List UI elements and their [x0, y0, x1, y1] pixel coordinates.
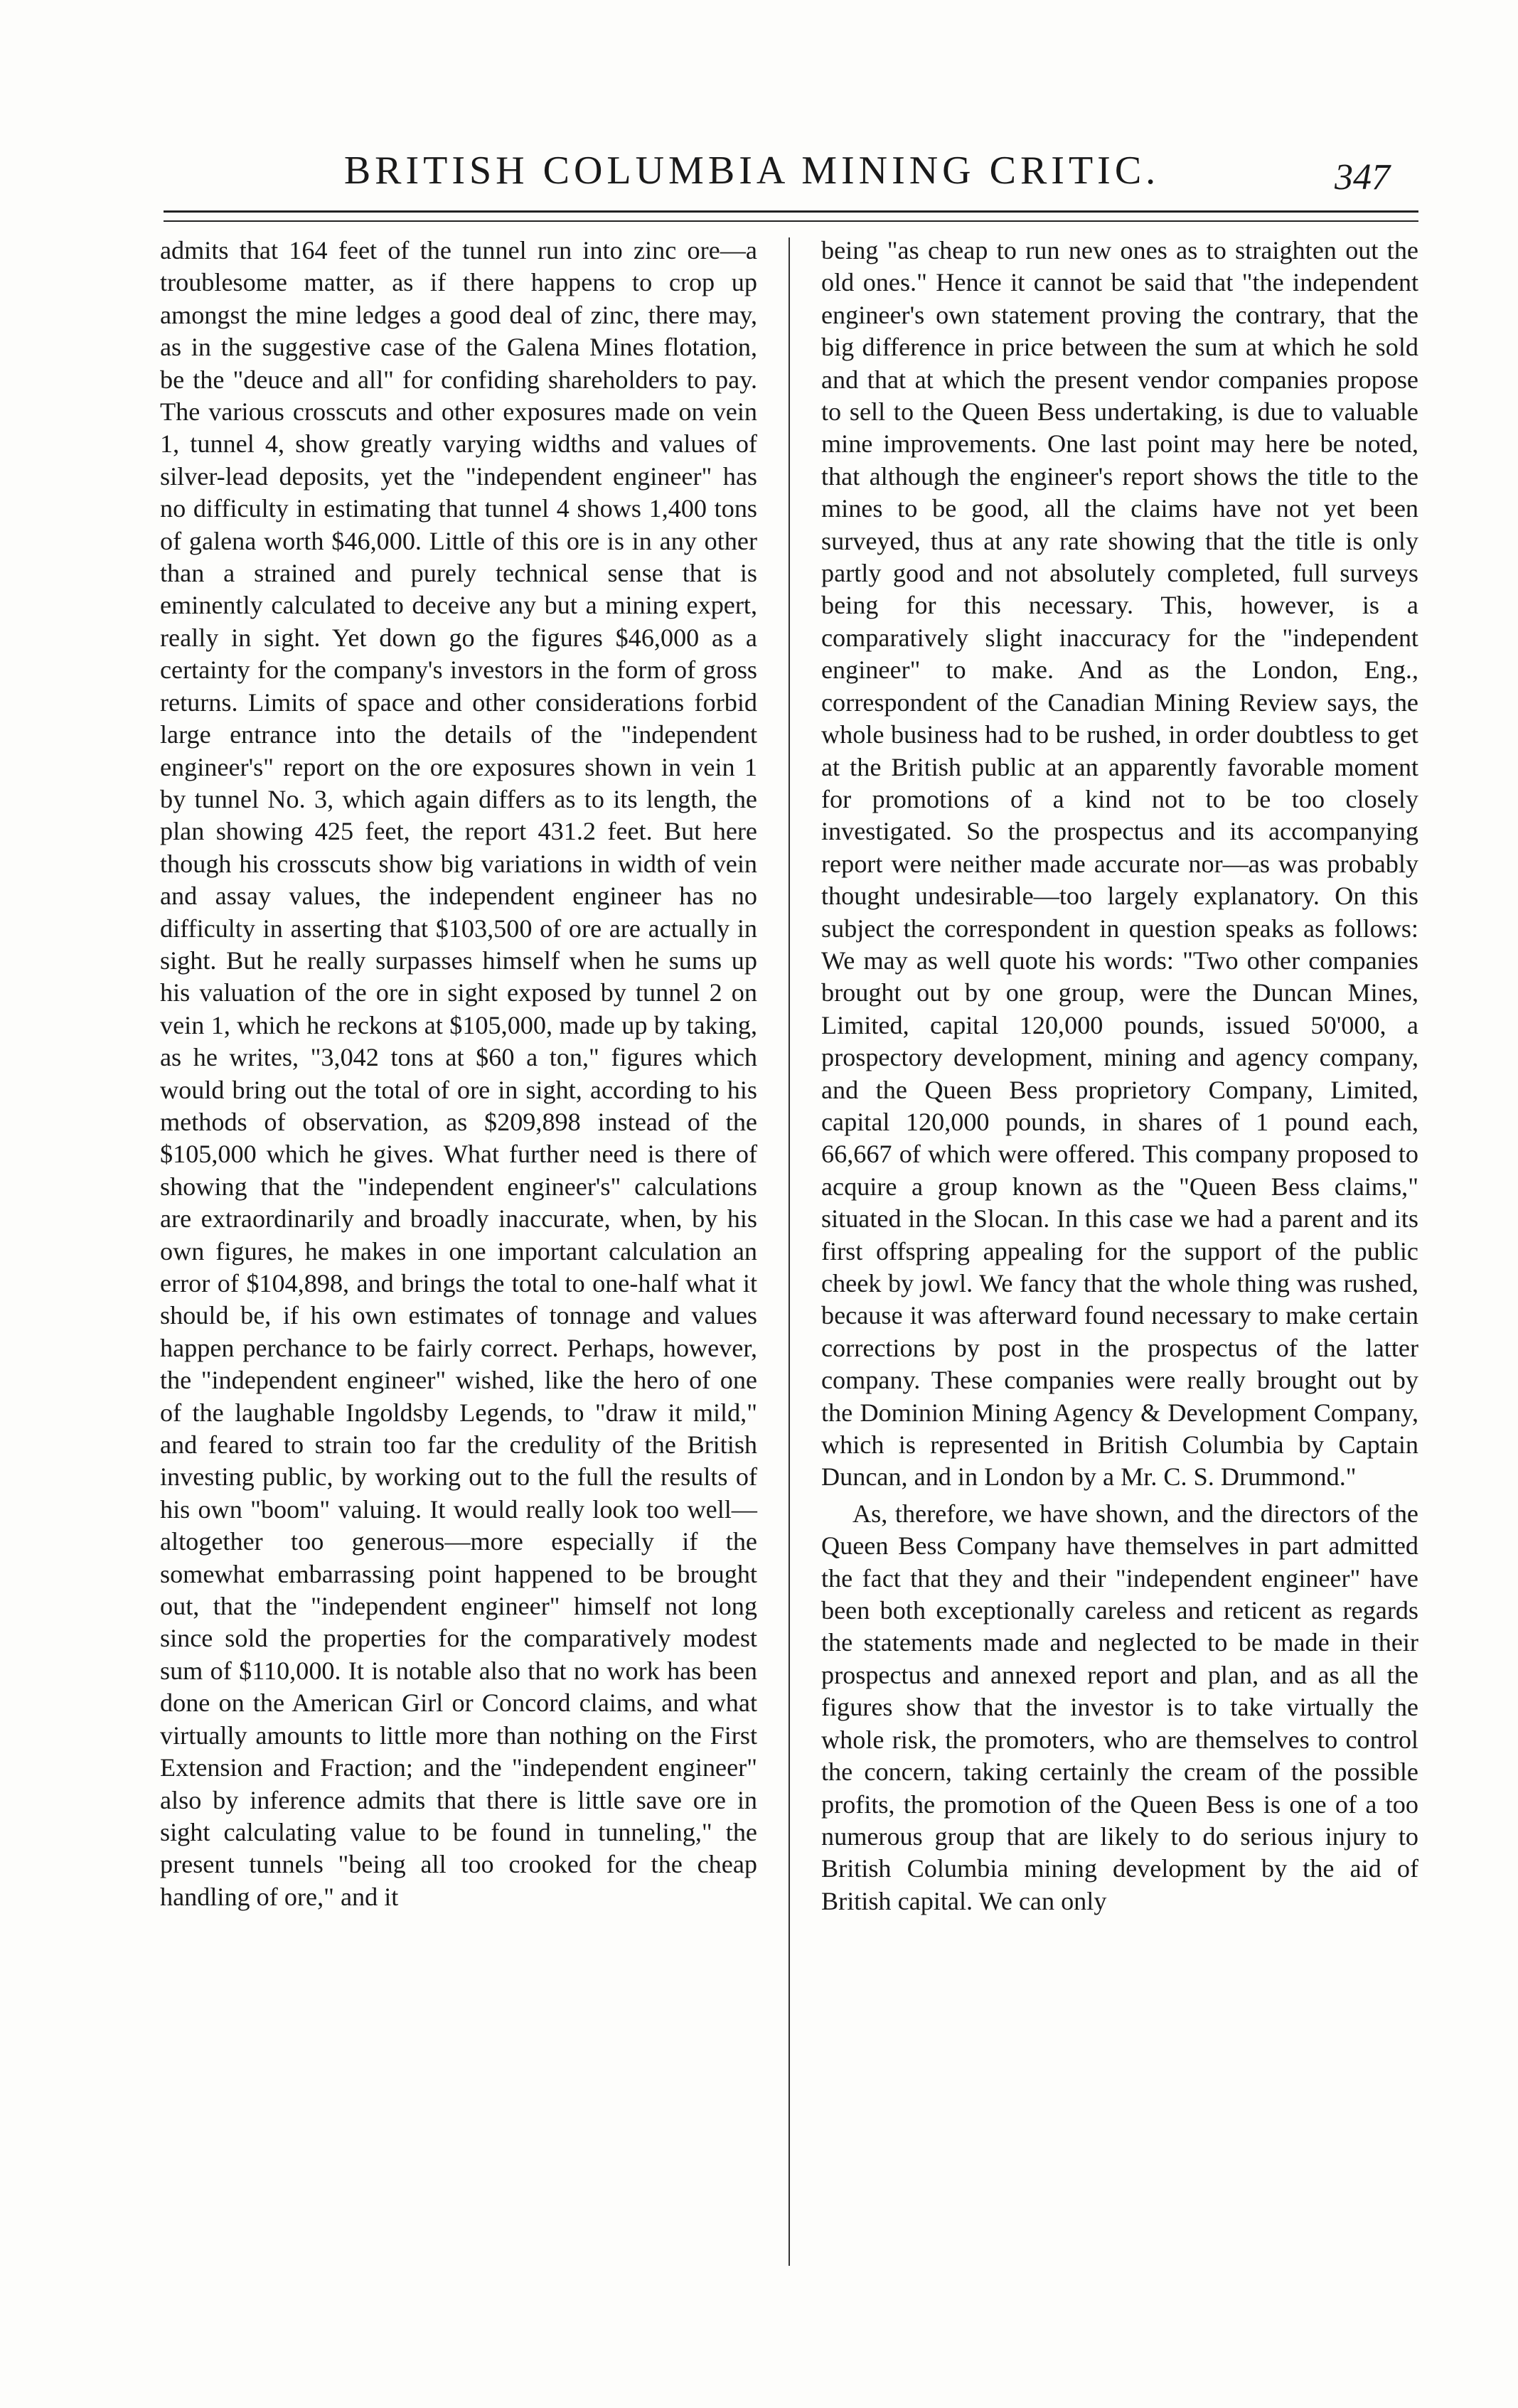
right-column	[821, 235, 1418, 2266]
page-header	[85, 135, 1418, 203]
left-paragraph-1: admits that 164 feet of the tunnel run into zinc ore—a troublesome matter, as if there happens to crop up amongst the mine ledges a good deal of zinc, there may, as in the suggestive case of the Galena Mines flotation, be the "deuce and all" for confiding shareholders to pay. The various crosscuts and other exposures made on vein 1, tunnel 4, show greatly varying widths and values of silver-lead deposits, yet the "independent engineer" has no difficulty in estimating that tunnel 4 shows 1,400 tons of galena worth $46,000. Little of this ore is in any other than a strained and purely technical sense that is eminently calculated to deceive any but a mining expert, really in sight. Yet down go the figures $46,000 as a certainty for the company's investors in the form of gross returns. Limits of space and other considerations forbid large entrance into the details of the "independent engineer's" report on the ore exposures shown in vein 1 by tunnel No. 3, which again differs as to its length, the plan showing 425 feet, the report 431.2 feet. But here though his crosscuts show big variations in width of vein and assay values, the independent engineer has no difficulty in asserting that $103,500 of ore are actually in sight. But he really surpasses himself when he sums up his valuation of the ore in sight exposed by tunnel 2 on vein 1, which he reckons at $105,000, made up by taking, as he writes, "3,042 tons at $60 a ton," figures which would bring out the total of ore in sight, according to his methods of observation, as $209,898 instead of the $105,000 which he gives. What further need is there of showing that the "independent engineer's" calculations are extraordinarily and broadly inaccurate, when, by his own figures, he makes in one important calculation an error of $104,898, and brings the total to one-half what it should be, if his own estimates of tonnage and values happen perchance to be fairly correct. Perhaps, however, the "independent engineer" wished, like the hero of one of the laughable Ingoldsby Legends, to "draw it mild," and feared to strain too far the credulity of the British investing public, by working out to the full the results of his own "boom" valuing. It would really look too well—altogether too generous—more especially if the somewhat embarrassing point happened to be brought out, that the "independent engineer" himself not long since sold the properties for the comparatively modest sum of $110,000. It is notable also that no work has been done on the American Girl or Concord claims, and what virtually amounts to little more than nothing on the First Extension and Fraction; and the "independent engineer" also by inference admits that there is little save ore in sight calculating value to be found in tunneling," the present tunnels "being all too crooked for the cheap handling of ore," and it	[160, 236, 757, 1911]
right-paragraph-2: As, therefore, we have shown, and the directors of the Queen Bess Company have themselves in part admitted the fact that they and their "independent engineer" have been both exceptionally careless and reticent as regards the statements made and neglected to be made in their prospectus and annexed report and plan, and as all the figures show that the investor is to take virtually the whole risk, the promoters, who are themselves to control the concern, taking certainly the cream of the possible profits, the promotion of the Queen Bess is one of a too numerous group that are likely to do serious injury to British Columbia mining development by the aid of British capital. We can only	[821, 1499, 1418, 1915]
page-number: 347	[1335, 157, 1390, 198]
right-paragraph-1: being "as cheap to run new ones as to straighten out the old ones." Hence it cannot be said that "the independent engineer's own statement proving the contrary, that the big difference in price between the sum at which he sold and that at which the present vendor companies propose to sell to the Queen Bess undertaking, is due to valuable mine improvements. One last point may here be noted, that although the engineer's report shows the title to the mines to be good, all the claims have not yet been surveyed, thus at any rate showing that the title is only partly good and not absolutely completed, full surveys being for this necessary. This, however, is a comparatively slight inaccuracy for the "independent engineer" to make. And as the London, Eng., correspondent of the Canadian Mining Review says, the whole business had to be rushed, in order doubtless to get at the British public at an apparently favorable moment for promotions of a kind not to be too closely investigated. So the prospectus and its accompanying report were neither made accurate nor—as was probably thought undesirable—too largely explanatory. On this subject the correspondent in question speaks as follows: We may as well quote his words: "Two other companies brought out by one group, were the Duncan Mines, Limited, capital 120,000 pounds, issued 50'000, a prospectory development, mining and agency company, and the Queen Bess proprietory Company, Limited, capital 120,000 pounds, in shares of 1 pound each, 66,667 of which were offered. This company proposed to acquire a group known as the "Queen Bess claims," situated in the Slocan. In this case we had a parent and its first offspring appealing for the support of the public cheek by jowl. We fancy that the whole thing was rushed, because it was afterward found necessary to make certain corrections by post in the prospectus of the latter company. These companies were really brought out by the Dominion Mining Agency & Development Company, which is represented in British Columbia by Captain Duncan, and in London by a Mr. C. S. Drummond."	[821, 236, 1418, 1492]
column-divider	[789, 237, 790, 2266]
header-rule-bottom	[164, 220, 1418, 222]
left-column	[160, 235, 757, 2266]
running-title: BRITISH COLUMBIA MINING CRITIC.	[343, 149, 1160, 193]
header-rule-top	[164, 210, 1418, 213]
article-columns	[160, 235, 1418, 2266]
